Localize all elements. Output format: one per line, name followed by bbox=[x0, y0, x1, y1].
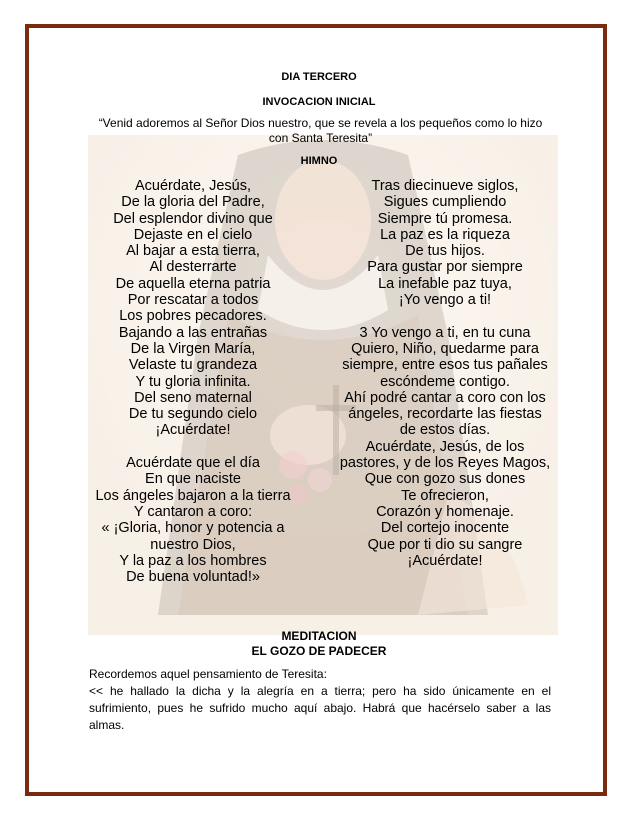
hymn-left-line: Al desterrarte bbox=[149, 259, 237, 276]
hymn-right-line: Quiero, Niño, quedarme para bbox=[351, 340, 539, 357]
hymn-right-line: Acuérdate, Jesús, de los bbox=[365, 438, 525, 455]
hymn-left-line: Del esplendor divino que bbox=[113, 210, 273, 227]
hymn-right-line: Sigues cumpliendo bbox=[383, 194, 507, 211]
hymn-left-line: Y tu gloria infinita. bbox=[135, 373, 251, 390]
hymn-title: HIMNO bbox=[300, 155, 338, 167]
hymn-left-line: De aquella eterna patria bbox=[115, 275, 271, 292]
hymn-right-line: Que con gozo sus dones bbox=[364, 471, 526, 488]
hymn-left-line: Los pobres pecadores. bbox=[119, 308, 267, 325]
hymn-left-line: De buena voluntad!» bbox=[126, 569, 260, 586]
meditation-subtitle: EL GOZO DE PADECER bbox=[251, 644, 387, 658]
hymn-right-line: 3 Yo vengo a ti, en tu cuna bbox=[359, 324, 531, 341]
hymn-left-line: De la Virgen María, bbox=[130, 340, 256, 357]
hymn-right-line: Del cortejo inocente bbox=[380, 520, 510, 537]
meditation-quote: << he hallado la dicha y la alegría en a tierra; pero ha sido únicamente en el sufrimiento, pues he sufrido mucho aquí abajo. Habrá que hacérselo saber a las almas. bbox=[89, 684, 551, 732]
hymn-right-line: La inefable paz tuya, bbox=[378, 275, 512, 292]
hymn-left-line: ¡Acuérdate! bbox=[155, 422, 231, 439]
hymn-right-line: Siempre tú promesa. bbox=[377, 210, 513, 227]
meditation-title: MEDITACION bbox=[281, 629, 357, 643]
hymn-left-line: Los ángeles bajaron a la tierra bbox=[95, 487, 291, 504]
hymn-left-column bbox=[85, 178, 301, 585]
hymn-right-line: Para gustar por siempre bbox=[367, 259, 523, 276]
hymn-left-line: De la gloria del Padre, bbox=[121, 194, 265, 211]
hymn-right-line: ángeles, recordarte las fiestas bbox=[348, 406, 542, 423]
invocation-text: “Venid adoremos al Señor Dios nuestro, que se revela a los pequeños como lo hizo con Santa Teresita” bbox=[98, 116, 543, 145]
hymn-left-line: « ¡Gloria, honor y potencia a bbox=[101, 520, 285, 537]
hymn-left-line: Y la paz a los hombres bbox=[119, 552, 267, 569]
hymn-left-line: Al bajar a esta tierra, bbox=[126, 243, 260, 260]
hymn-right-line: Tras diecinueve siglos, bbox=[371, 178, 519, 194]
hymn-left-line: De tu segundo cielo bbox=[128, 406, 258, 423]
hymn-left-line: Dejaste en el cielo bbox=[133, 226, 253, 243]
hymn-right-line bbox=[330, 308, 560, 324]
hymn-left-line: Y cantaron a coro: bbox=[133, 503, 253, 520]
hymn-right-line: De tus hijos. bbox=[405, 243, 485, 260]
hymn-left-line bbox=[85, 439, 301, 455]
hymn-left-line: Bajando a las entrañas bbox=[118, 324, 268, 341]
hymn-left-line: Acuérdate que el día bbox=[126, 455, 260, 472]
invocation-title: INVOCACION INICIAL bbox=[262, 96, 376, 108]
hymn-left-line: Del seno maternal bbox=[134, 389, 252, 406]
hymn-right-line: ¡Yo vengo a ti! bbox=[398, 292, 492, 309]
hymn-right-line: pastores, y de los Reyes Magos, bbox=[339, 455, 551, 472]
hymn-right-line: de estos días. bbox=[399, 422, 491, 439]
hymn-left-line: nuestro Dios, bbox=[150, 536, 236, 553]
hymn-right-line: Que por ti dio su sangre bbox=[367, 536, 523, 553]
hymn-right-line: Corazón y homenaje. bbox=[376, 503, 514, 520]
hymn-left-line: Por rescatar a todos bbox=[127, 292, 259, 309]
hymn-right-line: ¡Acuérdate! bbox=[407, 552, 483, 569]
hymn-right-column bbox=[330, 178, 560, 569]
hymn-left-line: En que naciste bbox=[145, 471, 241, 488]
hymn-left-line: Acuérdate, Jesús, bbox=[134, 178, 252, 194]
hymn-right-line: La paz es la riqueza bbox=[380, 226, 510, 243]
hymn-right-line: Ahí podré cantar a coro con los bbox=[344, 389, 546, 406]
hymn-right-line: siempre, entre esos tus pañales bbox=[342, 357, 548, 374]
meditation-intro: Recordemos aquel pensamiento de Teresita: bbox=[89, 667, 327, 681]
day-title: DIA TERCERO bbox=[281, 71, 357, 83]
hymn-right-line: Te ofrecieron, bbox=[401, 487, 489, 504]
hymn-left-line: Velaste tu grandeza bbox=[128, 357, 258, 374]
hymn-right-line: escóndeme contigo. bbox=[380, 373, 510, 390]
